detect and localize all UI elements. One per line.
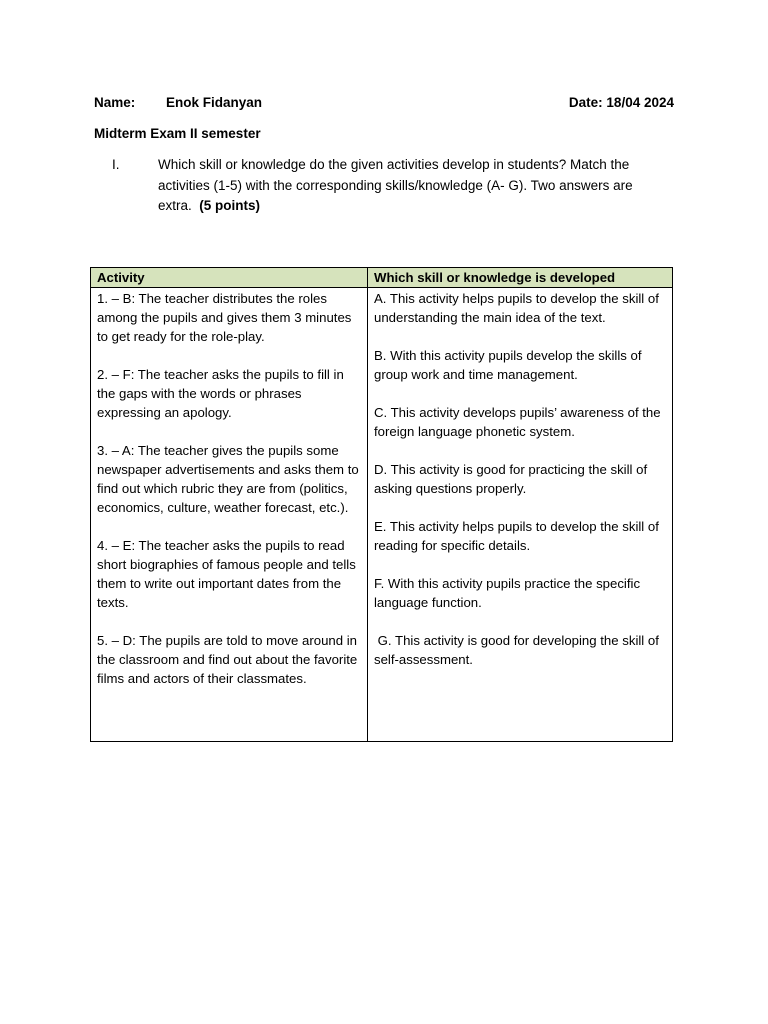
skill-item: F. With this activity pupils practice the specific language function. bbox=[374, 576, 641, 610]
activity-item: 2. – F: The teacher asks the pupils to fill in the gaps with the words or phrases expressing an apology. bbox=[97, 367, 344, 420]
skill-cell bbox=[368, 288, 673, 742]
skill-item: A. This activity helps pupils to develop the skill of understanding the main idea of the text. bbox=[374, 291, 659, 325]
table-header-row bbox=[91, 268, 673, 288]
question-text-wrapper bbox=[158, 155, 658, 217]
question-points: (5 points) bbox=[199, 198, 261, 213]
table-row bbox=[91, 288, 673, 742]
activity-item: 1. – B: The teacher distributes the roles among the pupils and gives them 3 minutes to get ready for the role-play. bbox=[97, 291, 352, 344]
exam-date: Date: 18/04 2024 bbox=[568, 95, 674, 110]
activity-item: 3. – A: The teacher gives the pupils some newspaper advertisements and asks them to find out which rubric they are from (politics, economics, culture, weather forecast, etc.). bbox=[97, 443, 359, 515]
matching-table bbox=[90, 267, 673, 742]
name-label: Name: bbox=[94, 95, 136, 110]
skill-item: G. This activity is good for developing the skill of self-assessment. bbox=[374, 633, 663, 667]
question-number: I. bbox=[112, 157, 120, 172]
activity-item: 5. – D: The pupils are told to move around in the classroom and find out about the favorite films and actors of their classmates. bbox=[97, 633, 358, 686]
activity-cell bbox=[91, 288, 368, 742]
skill-item: D. This activity is good for practicing the skill of asking questions properly. bbox=[374, 462, 648, 496]
column-header-skill: Which skill or knowledge is developed bbox=[368, 268, 673, 288]
skill-item: B. With this activity pupils develop the skills of group work and time management. bbox=[374, 348, 642, 382]
exam-title: Midterm Exam II semester bbox=[94, 126, 261, 141]
student-name: Enok Fidanyan bbox=[166, 95, 263, 110]
question-text: Which skill or knowledge do the given activities develop in students? Match the activities (1-5) with the corresponding skills/knowledge (A- G). Two answers are extra. bbox=[158, 157, 633, 213]
column-header-activity: Activity bbox=[91, 268, 368, 288]
activity-item: 4. – E: The teacher asks the pupils to read short biographies of famous people and tells them to write out important dates from the texts. bbox=[97, 538, 356, 610]
skill-item: C. This activity develops pupils’ awareness of the foreign language phonetic system. bbox=[374, 405, 661, 439]
skill-item: E. This activity helps pupils to develop the skill of reading for specific details. bbox=[374, 519, 659, 553]
header-row bbox=[94, 94, 676, 114]
